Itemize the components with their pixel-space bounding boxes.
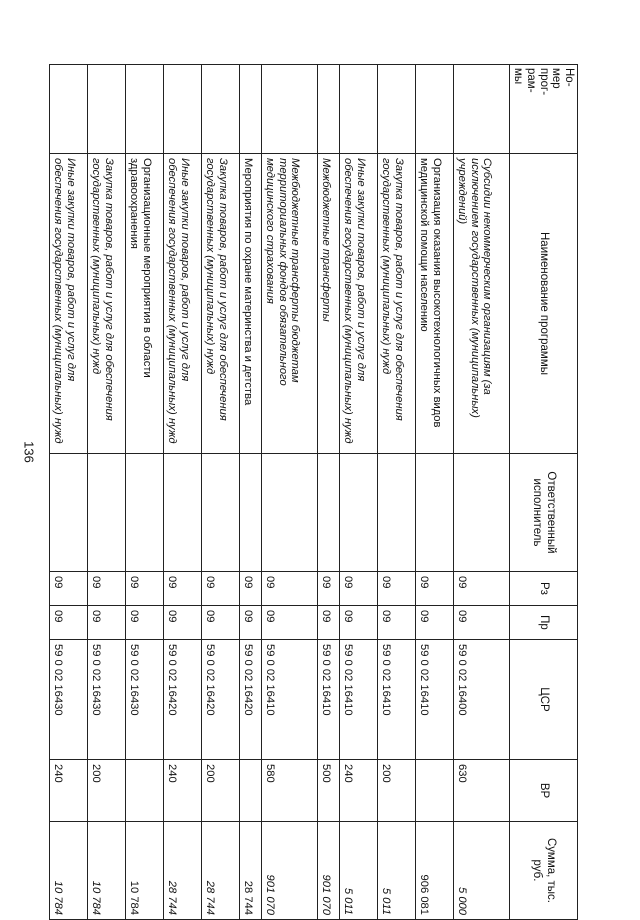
row-program-name: Иные закупки товаров, работ и услуг для обеспечения государственных (муниципальных) нужд: [49, 154, 87, 454]
row-responsible: [317, 454, 339, 572]
row-pr: 09: [339, 606, 377, 640]
row-vr: 240: [339, 760, 377, 822]
row-vr: 200: [201, 760, 239, 822]
row-sum: 5 011: [377, 822, 415, 920]
row-vr: [239, 760, 261, 822]
table-row: [239, 65, 261, 920]
row-program-name: Межбюджетные трансферты: [317, 154, 339, 454]
row-csr: 59 0 02 16430: [49, 640, 87, 760]
table-row: [453, 65, 509, 920]
row-responsible: [49, 454, 87, 572]
row-program-name: Иные закупки товаров, работ и услуг для обеспечения государственных (муниципальных) нужд: [163, 154, 201, 454]
row-program-name: Субсидии некоммерческим организациям (за исключением государственных (муниципальных) учреждений): [453, 154, 509, 454]
row-program-number: [317, 65, 339, 154]
row-vr: 240: [49, 760, 87, 822]
row-program-number: [415, 65, 453, 154]
row-sum: 5 011: [339, 822, 377, 920]
row-program-number: [453, 65, 509, 154]
table-row: [261, 65, 317, 920]
header-csr: ЦСР: [509, 640, 577, 760]
row-sum: 5 000: [453, 822, 509, 920]
row-csr: 59 0 02 16420: [163, 640, 201, 760]
row-sum: 901 070: [261, 822, 317, 920]
row-program-name: Межбюджетные трансферты бюджетам территориальных фондов обязательного медицинского страхования: [261, 154, 317, 454]
row-rz: 09: [453, 572, 509, 606]
header-responsible: Ответственный исполнитель: [509, 454, 577, 572]
row-program-number: [339, 65, 377, 154]
budget-table: [49, 64, 578, 920]
row-program-name: Иные закупки товаров, работ и услуг для обеспечения государственных (муниципальных) нужд: [339, 154, 377, 454]
row-responsible: [377, 454, 415, 572]
row-rz: 09: [317, 572, 339, 606]
row-pr: 09: [49, 606, 87, 640]
row-sum: 28 744: [239, 822, 261, 920]
row-sum: 901 070: [317, 822, 339, 920]
row-csr: 59 0 02 16420: [201, 640, 239, 760]
row-program-name: Организация оказания высокотехнологичных видов медицинской помощи населению: [415, 154, 453, 454]
row-vr: 580: [261, 760, 317, 822]
row-csr: 59 0 02 16400: [453, 640, 509, 760]
row-program-name: Закупка товаров, работ и услуг для обеспечения государственных (муниципальных) нужд: [87, 154, 125, 454]
row-csr: 59 0 02 16410: [317, 640, 339, 760]
row-responsible: [163, 454, 201, 572]
row-pr: 09: [377, 606, 415, 640]
row-pr: 09: [163, 606, 201, 640]
page-number: 136: [21, 441, 37, 463]
row-responsible: [339, 454, 377, 572]
row-sum: 28 744: [201, 822, 239, 920]
row-vr: 200: [377, 760, 415, 822]
row-rz: 09: [261, 572, 317, 606]
row-rz: 09: [339, 572, 377, 606]
row-csr: 59 0 02 16430: [125, 640, 163, 760]
row-program-name: Закупка товаров, работ и услуг для обеспечения государственных (муниципальных) нужд: [201, 154, 239, 454]
row-program-name: Закупка товаров, работ и услуг для обеспечения государственных (муниципальных) нужд: [377, 154, 415, 454]
row-sum: 10 784: [87, 822, 125, 920]
row-rz: 09: [163, 572, 201, 606]
table-row: [377, 65, 415, 920]
row-vr: 200: [87, 760, 125, 822]
row-sum: 906 081: [415, 822, 453, 920]
row-responsible: [415, 454, 453, 572]
row-program-number: [87, 65, 125, 154]
table-header-row: [509, 65, 577, 920]
row-responsible: [239, 454, 261, 572]
table-body: [49, 65, 509, 920]
row-vr: 630: [453, 760, 509, 822]
row-vr: [415, 760, 453, 822]
row-vr: 500: [317, 760, 339, 822]
row-program-number: [201, 65, 239, 154]
row-program-number: [261, 65, 317, 154]
table-row: [201, 65, 239, 920]
row-pr: 09: [317, 606, 339, 640]
row-responsible: [87, 454, 125, 572]
row-rz: 09: [125, 572, 163, 606]
row-rz: 09: [201, 572, 239, 606]
row-rz: 09: [239, 572, 261, 606]
row-vr: [125, 760, 163, 822]
header-sum: Сумма, тыс. руб.: [509, 822, 577, 920]
row-csr: 59 0 02 16410: [339, 640, 377, 760]
row-csr: 59 0 02 16410: [415, 640, 453, 760]
row-vr: 240: [163, 760, 201, 822]
row-pr: 09: [261, 606, 317, 640]
row-csr: 59 0 02 16410: [377, 640, 415, 760]
row-pr: 09: [239, 606, 261, 640]
row-sum: 10 784: [49, 822, 87, 920]
table-row: [49, 65, 87, 920]
table-row: [317, 65, 339, 920]
row-program-number: [49, 65, 87, 154]
row-program-number: [163, 65, 201, 154]
row-responsible: [261, 454, 317, 572]
table-row: [339, 65, 377, 920]
row-pr: 09: [453, 606, 509, 640]
row-sum: 10 784: [125, 822, 163, 920]
table-row: [125, 65, 163, 920]
budget-table-container: [51, 64, 578, 919]
table-row: [415, 65, 453, 920]
row-pr: 09: [87, 606, 125, 640]
row-rz: 09: [377, 572, 415, 606]
row-responsible: [125, 454, 163, 572]
row-csr: 59 0 02 16420: [239, 640, 261, 760]
table-row: [87, 65, 125, 920]
header-program-name: Наименование программы: [509, 154, 577, 454]
row-program-number: [125, 65, 163, 154]
row-pr: 09: [125, 606, 163, 640]
table-row: [163, 65, 201, 920]
row-program-name: Организационные мероприятия в области здравоохранения: [125, 154, 163, 454]
row-rz: 09: [415, 572, 453, 606]
header-vr: ВР: [509, 760, 577, 822]
row-sum: 28 744: [163, 822, 201, 920]
header-program-number: Но- мер прог- рам- мы: [509, 65, 577, 154]
row-rz: 09: [87, 572, 125, 606]
header-rz: Рз: [509, 572, 577, 606]
row-pr: 09: [201, 606, 239, 640]
row-pr: 09: [415, 606, 453, 640]
header-pr: Пр: [509, 606, 577, 640]
row-rz: 09: [49, 572, 87, 606]
row-responsible: [453, 454, 509, 572]
row-responsible: [201, 454, 239, 572]
row-csr: 59 0 02 16430: [87, 640, 125, 760]
row-program-name: Мероприятия по охране материнства и детства: [239, 154, 261, 454]
row-program-number: [239, 65, 261, 154]
row-program-number: [377, 65, 415, 154]
row-csr: 59 0 02 16410: [261, 640, 317, 760]
